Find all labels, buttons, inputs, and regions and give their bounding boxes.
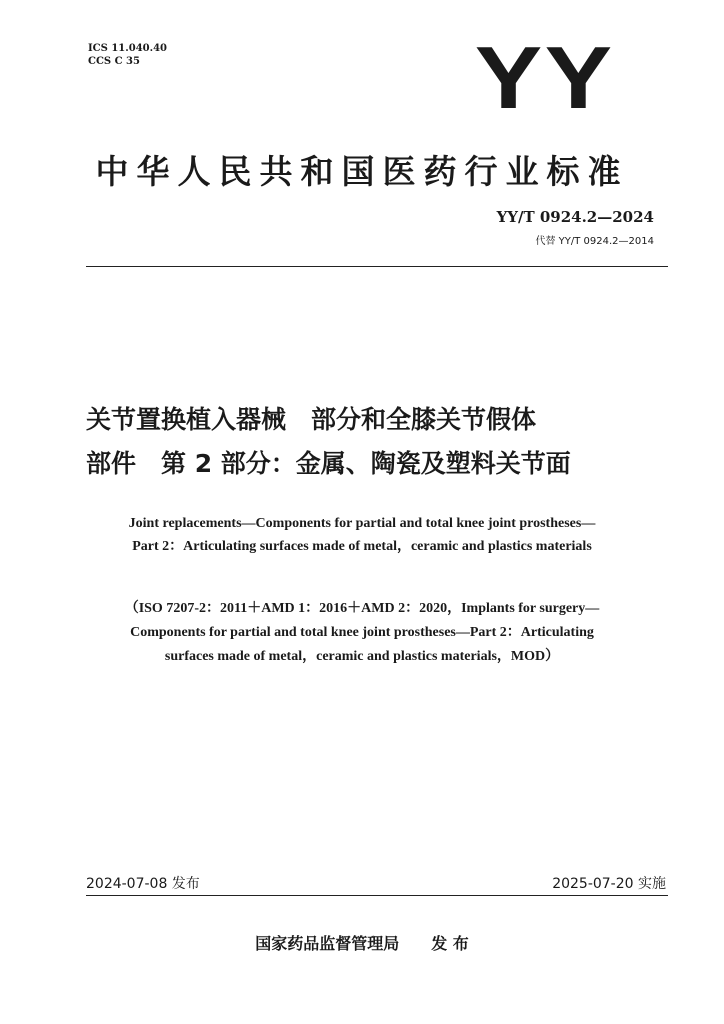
standard-number: YY/T 0924.2—2024: [496, 208, 654, 226]
english-title-line-1: Joint replacements—Components for partial and total knee joint prostheses—: [128, 516, 596, 531]
chinese-title-line-2: 部件 第 2 部分：金属、陶瓷及塑料关节面: [86, 449, 571, 478]
iso-reference: [40, 597, 684, 669]
english-title-line-2: Part 2：Articulating surfaces made of metal，ceramic and plastics materials: [132, 539, 592, 554]
yy-logo: YY: [474, 28, 614, 127]
classification-codes: [88, 42, 167, 68]
issuer-action: 发 布: [431, 934, 469, 953]
issuer-name: 国家药品监督管理局: [255, 934, 400, 953]
iso-reference-line-3: surfaces made of metal，ceramic and plastics materials，MOD）: [164, 649, 560, 664]
issuer-line: [0, 931, 724, 954]
ics-code: ICS 11.040.40: [88, 43, 168, 54]
header-divider: [86, 266, 668, 267]
replaces-standard: 代替 YY/T 0924.2—2014: [535, 236, 654, 247]
chinese-title-line-1: 关节置换植入器械 部分和全膝关节假体: [86, 405, 537, 434]
footer-divider: [86, 895, 668, 896]
english-title: [40, 512, 684, 558]
standard-category-title: 中华人民共和国医药行业标准: [95, 152, 629, 191]
chinese-title: [86, 398, 686, 486]
ccs-code: CCS C 35: [88, 56, 140, 67]
issue-date: 2024-07-08 发布: [86, 876, 200, 892]
implementation-date: 2025-07-20 实施: [552, 876, 666, 892]
iso-reference-line-1: （ISO 7207-2：2011＋AMD 1：2016＋AMD 2：2020，Implants for surgery—: [124, 601, 600, 616]
iso-reference-line-2: Components for partial and total knee joint prostheses—Part 2：Articulating: [130, 625, 594, 640]
